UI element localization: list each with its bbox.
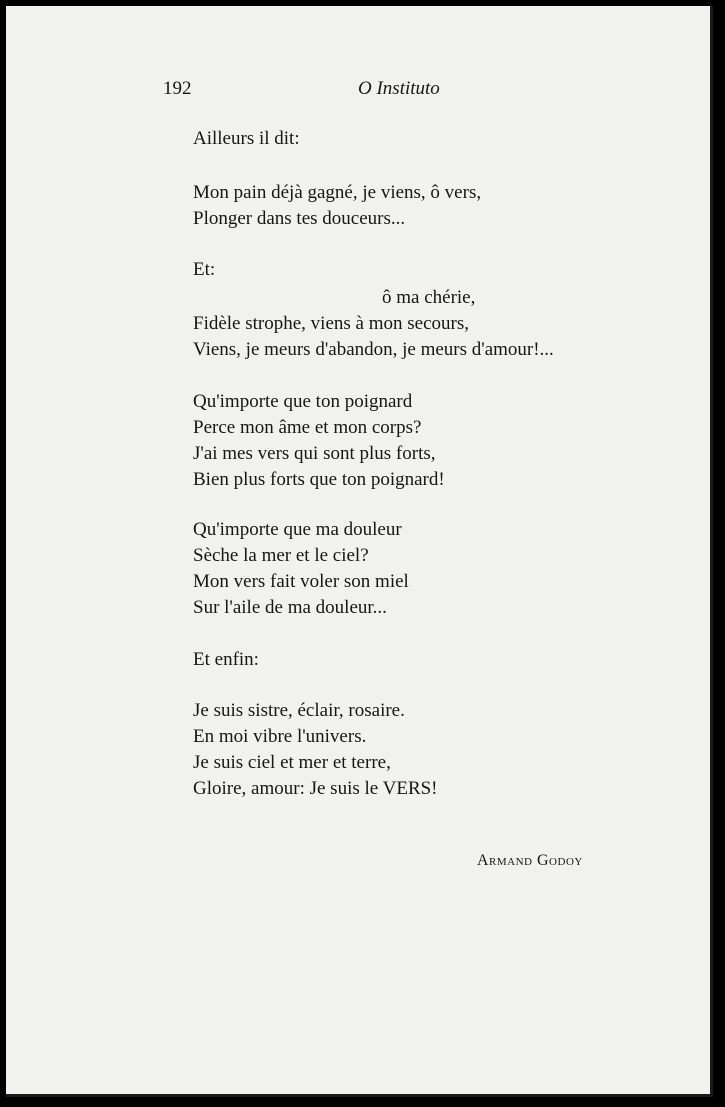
author-signature: Armand Godoy [477,852,583,869]
stanza1-line-3: J'ai mes vers qui sont plus forts, [193,443,436,464]
stanza3-line-3: Je suis ciel et mer et terre, [193,752,391,773]
stanza3-line-2: En moi vibre l'univers. [193,726,367,747]
stanza3-line-1: Je suis sistre, éclair, rosaire. [193,700,405,721]
page-number: 192 [163,78,192,99]
stanza2-line-2: Sèche la mer et le ciel? [193,545,369,566]
quote1-line-1: Mon pain déjà gagné, je viens, ô vers, [193,182,482,203]
et-enfin-line: Et enfin: [193,649,259,670]
stanza2-line-4: Sur l'aile de ma douleur... [193,597,387,618]
stanza1-line-4: Bien plus forts que ton poignard! [193,469,445,490]
quote2-line-3: Viens, je meurs d'abandon, je meurs d'amour!... [193,339,554,360]
intro-line: Ailleurs il dit: [193,128,300,149]
stanza1-line-1: Qu'importe que ton poignard [193,391,413,412]
running-title: O Instituto [358,78,440,99]
quote1-line-2: Plonger dans tes douceurs... [193,208,406,229]
et-line: Et: [193,259,216,280]
quote2-line-1: ô ma chérie, [382,287,476,308]
book-page [6,6,713,1097]
stanza3-line-4: Gloire, amour: Je suis le VERS! [193,778,438,799]
stanza2-line-1: Qu'importe que ma douleur [193,519,402,540]
stanza1-line-2: Perce mon âme et mon corps? [193,417,422,438]
stanza2-line-3: Mon vers fait voler son miel [193,571,409,592]
quote2-line-2: Fidèle strophe, viens à mon secours, [193,313,469,334]
